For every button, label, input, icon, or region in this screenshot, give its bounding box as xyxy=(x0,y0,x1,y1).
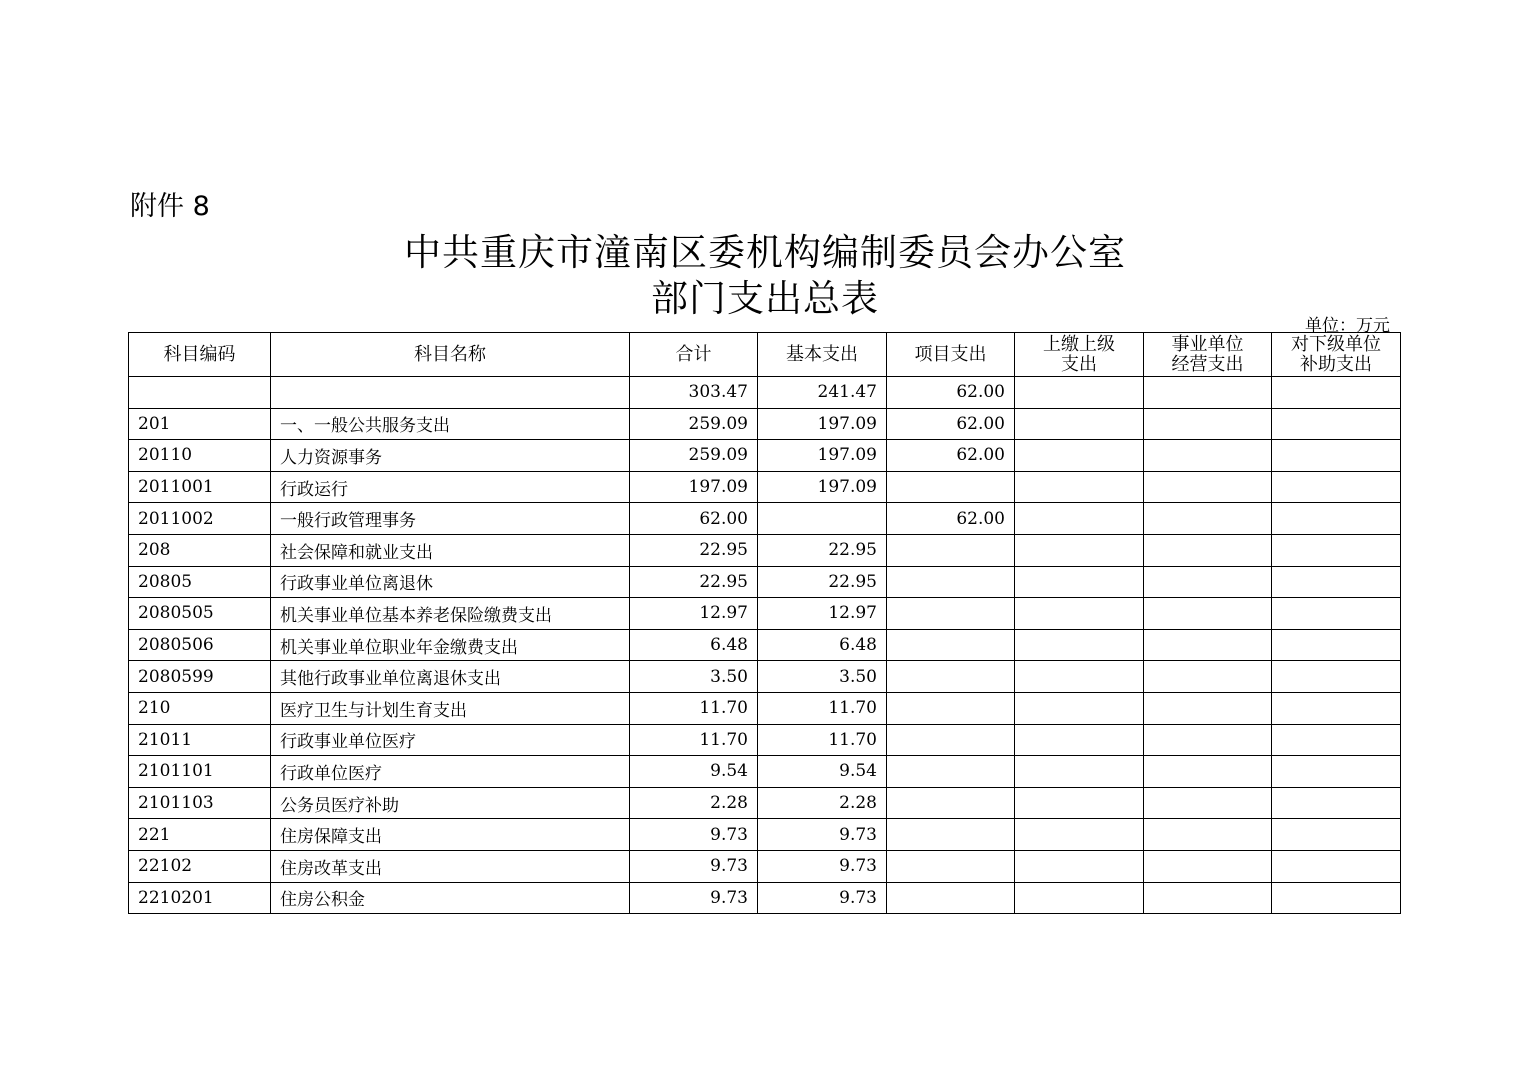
cell-total: 9.54 xyxy=(630,756,758,788)
cell-basic: 9.54 xyxy=(758,756,887,788)
cell-business xyxy=(1144,692,1272,724)
cell-name: 行政运行 xyxy=(271,471,630,503)
cell-name: 机关事业单位职业年金缴费支出 xyxy=(271,629,630,661)
cell-project: 62.00 xyxy=(887,503,1015,535)
cell-subsidy xyxy=(1272,598,1401,630)
cell-name xyxy=(271,377,630,409)
cell-code: 20110 xyxy=(129,440,271,472)
cell-subsidy xyxy=(1272,629,1401,661)
cell-basic: 2.28 xyxy=(758,787,887,819)
cell-name: 行政单位医疗 xyxy=(271,756,630,788)
cell-basic: 11.70 xyxy=(758,724,887,756)
cell-name: 人力资源事务 xyxy=(271,440,630,472)
cell-business xyxy=(1144,724,1272,756)
cell-basic: 9.73 xyxy=(758,850,887,882)
table-row xyxy=(129,440,1401,472)
cell-basic: 197.09 xyxy=(758,408,887,440)
cell-code: 21011 xyxy=(129,724,271,756)
table-row xyxy=(129,787,1401,819)
cell-subsidy xyxy=(1272,850,1401,882)
cell-upper xyxy=(1015,598,1144,630)
table-header-row xyxy=(129,333,1401,377)
cell-upper xyxy=(1015,471,1144,503)
table-row xyxy=(129,724,1401,756)
table-row xyxy=(129,850,1401,882)
cell-basic: 197.09 xyxy=(758,471,887,503)
cell-project xyxy=(887,692,1015,724)
cell-subsidy xyxy=(1272,534,1401,566)
cell-project xyxy=(887,787,1015,819)
table-row xyxy=(129,471,1401,503)
cell-subsidy xyxy=(1272,882,1401,914)
cell-name: 行政事业单位医疗 xyxy=(271,724,630,756)
cell-total: 9.73 xyxy=(630,819,758,851)
cell-upper xyxy=(1015,756,1144,788)
cell-code: 2101103 xyxy=(129,787,271,819)
cell-upper xyxy=(1015,440,1144,472)
cell-code: 2080599 xyxy=(129,661,271,693)
cell-business xyxy=(1144,661,1272,693)
table-row xyxy=(129,598,1401,630)
cell-code: 2101101 xyxy=(129,756,271,788)
table-row xyxy=(129,819,1401,851)
cell-upper xyxy=(1015,629,1144,661)
cell-code: 208 xyxy=(129,534,271,566)
table-row xyxy=(129,756,1401,788)
document-subtitle: 部门支出总表 xyxy=(651,277,879,320)
cell-project xyxy=(887,661,1015,693)
cell-business xyxy=(1144,503,1272,535)
cell-subsidy xyxy=(1272,566,1401,598)
cell-name: 一、一般公共服务支出 xyxy=(271,408,630,440)
cell-name: 住房改革支出 xyxy=(271,850,630,882)
cell-project xyxy=(887,534,1015,566)
cell-project xyxy=(887,598,1015,630)
cell-name: 其他行政事业单位离退休支出 xyxy=(271,661,630,693)
cell-code: 210 xyxy=(129,692,271,724)
cell-upper xyxy=(1015,724,1144,756)
cell-project: 62.00 xyxy=(887,408,1015,440)
cell-name: 一般行政管理事务 xyxy=(271,503,630,535)
cell-project xyxy=(887,850,1015,882)
cell-project xyxy=(887,629,1015,661)
cell-basic: 241.47 xyxy=(758,377,887,409)
header-subsidy-expenditure: 对下级单位 补助支出 xyxy=(1272,333,1401,377)
table-row xyxy=(129,692,1401,724)
cell-business xyxy=(1144,882,1272,914)
cell-subsidy xyxy=(1272,377,1401,409)
cell-total: 259.09 xyxy=(630,408,758,440)
header-upper-payment: 上缴上级 支出 xyxy=(1015,333,1144,377)
cell-business xyxy=(1144,629,1272,661)
table-row xyxy=(129,661,1401,693)
cell-basic: 22.95 xyxy=(758,534,887,566)
table-row xyxy=(129,566,1401,598)
cell-subsidy xyxy=(1272,692,1401,724)
cell-project xyxy=(887,756,1015,788)
cell-project: 62.00 xyxy=(887,377,1015,409)
cell-upper xyxy=(1015,692,1144,724)
cell-subsidy xyxy=(1272,787,1401,819)
cell-basic: 11.70 xyxy=(758,692,887,724)
cell-project xyxy=(887,819,1015,851)
table-row xyxy=(129,408,1401,440)
cell-total: 12.97 xyxy=(630,598,758,630)
cell-subsidy xyxy=(1272,440,1401,472)
cell-project xyxy=(887,566,1015,598)
cell-basic: 6.48 xyxy=(758,629,887,661)
cell-upper xyxy=(1015,503,1144,535)
cell-business xyxy=(1144,471,1272,503)
cell-code: 2080505 xyxy=(129,598,271,630)
cell-project xyxy=(887,882,1015,914)
header-project-expenditure: 项目支出 xyxy=(887,333,1015,377)
cell-total: 259.09 xyxy=(630,440,758,472)
document-title: 中共重庆市潼南区委机构编制委员会办公室 xyxy=(404,231,1126,274)
header-subject-name: 科目名称 xyxy=(271,333,630,377)
cell-upper xyxy=(1015,566,1144,598)
header-subject-code: 科目编码 xyxy=(129,333,271,377)
cell-subsidy xyxy=(1272,819,1401,851)
cell-name: 机关事业单位基本养老保险缴费支出 xyxy=(271,598,630,630)
cell-business xyxy=(1144,566,1272,598)
table-row xyxy=(129,534,1401,566)
table-row xyxy=(129,629,1401,661)
cell-basic: 9.73 xyxy=(758,819,887,851)
cell-subsidy xyxy=(1272,503,1401,535)
cell-name: 医疗卫生与计划生育支出 xyxy=(271,692,630,724)
expenditure-table xyxy=(128,332,1401,914)
cell-business xyxy=(1144,534,1272,566)
cell-basic xyxy=(758,503,887,535)
cell-project xyxy=(887,724,1015,756)
cell-subsidy xyxy=(1272,756,1401,788)
cell-code: 2011001 xyxy=(129,471,271,503)
cell-code: 2210201 xyxy=(129,882,271,914)
cell-total: 2.28 xyxy=(630,787,758,819)
cell-total: 11.70 xyxy=(630,692,758,724)
table-body xyxy=(129,377,1401,914)
cell-basic: 3.50 xyxy=(758,661,887,693)
cell-project: 62.00 xyxy=(887,440,1015,472)
cell-total: 303.47 xyxy=(630,377,758,409)
table-row xyxy=(129,503,1401,535)
cell-subsidy xyxy=(1272,408,1401,440)
cell-upper xyxy=(1015,408,1144,440)
cell-total: 6.48 xyxy=(630,629,758,661)
cell-basic: 9.73 xyxy=(758,882,887,914)
cell-upper xyxy=(1015,787,1144,819)
cell-total: 9.73 xyxy=(630,882,758,914)
cell-business xyxy=(1144,819,1272,851)
cell-upper xyxy=(1015,377,1144,409)
cell-name: 行政事业单位离退休 xyxy=(271,566,630,598)
cell-total: 22.95 xyxy=(630,534,758,566)
header-business-expenditure: 事业单位 经营支出 xyxy=(1144,333,1272,377)
cell-upper xyxy=(1015,882,1144,914)
attachment-label: 附件 8 xyxy=(130,191,210,222)
cell-subsidy xyxy=(1272,724,1401,756)
cell-project xyxy=(887,471,1015,503)
cell-name: 社会保障和就业支出 xyxy=(271,534,630,566)
cell-total: 22.95 xyxy=(630,566,758,598)
table-row xyxy=(129,377,1401,409)
unit-label: 单位：万元 xyxy=(1305,316,1390,336)
cell-subsidy xyxy=(1272,661,1401,693)
cell-code: 20805 xyxy=(129,566,271,598)
cell-code xyxy=(129,377,271,409)
table-row xyxy=(129,882,1401,914)
cell-total: 9.73 xyxy=(630,850,758,882)
cell-code: 2080506 xyxy=(129,629,271,661)
cell-name: 住房保障支出 xyxy=(271,819,630,851)
cell-name: 公务员医疗补助 xyxy=(271,787,630,819)
cell-upper xyxy=(1015,661,1144,693)
cell-total: 11.70 xyxy=(630,724,758,756)
cell-business xyxy=(1144,377,1272,409)
cell-business xyxy=(1144,850,1272,882)
cell-business xyxy=(1144,440,1272,472)
cell-name: 住房公积金 xyxy=(271,882,630,914)
cell-basic: 12.97 xyxy=(758,598,887,630)
header-basic-expenditure: 基本支出 xyxy=(758,333,887,377)
cell-basic: 22.95 xyxy=(758,566,887,598)
cell-business xyxy=(1144,408,1272,440)
cell-business xyxy=(1144,756,1272,788)
cell-total: 62.00 xyxy=(630,503,758,535)
cell-business xyxy=(1144,787,1272,819)
cell-business xyxy=(1144,598,1272,630)
cell-upper xyxy=(1015,850,1144,882)
cell-code: 221 xyxy=(129,819,271,851)
cell-code: 201 xyxy=(129,408,271,440)
cell-total: 3.50 xyxy=(630,661,758,693)
cell-upper xyxy=(1015,819,1144,851)
cell-code: 2011002 xyxy=(129,503,271,535)
header-total: 合计 xyxy=(630,333,758,377)
cell-basic: 197.09 xyxy=(758,440,887,472)
cell-code: 22102 xyxy=(129,850,271,882)
cell-total: 197.09 xyxy=(630,471,758,503)
cell-upper xyxy=(1015,534,1144,566)
cell-subsidy xyxy=(1272,471,1401,503)
